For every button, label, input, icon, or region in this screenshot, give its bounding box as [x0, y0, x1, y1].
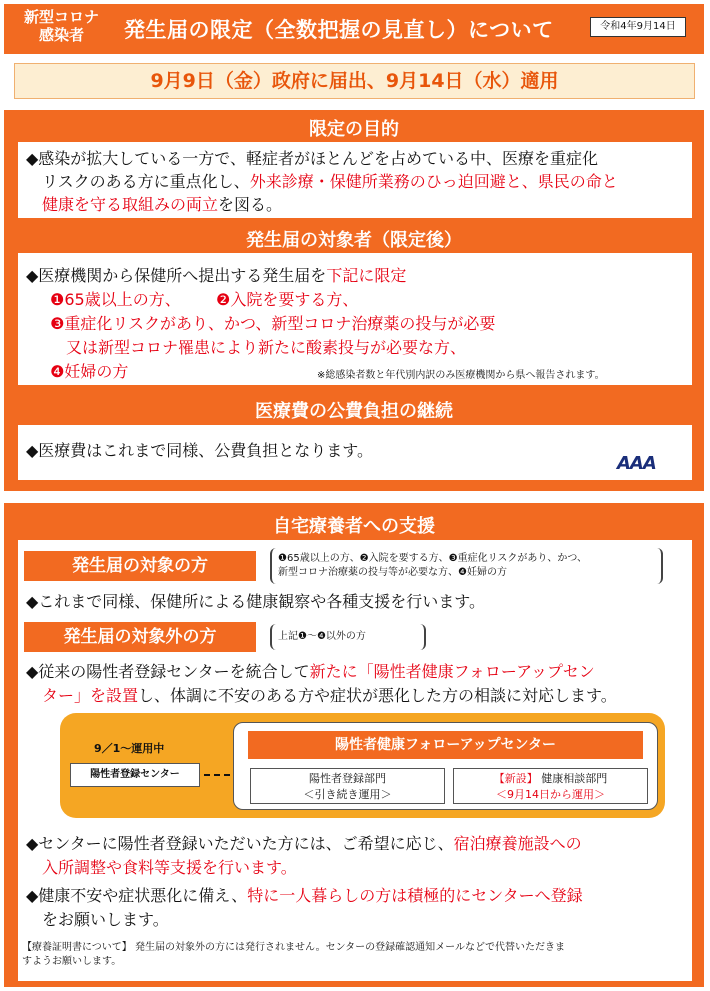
purpose-line2-red: 外来診療・保健所業務のひっ迫回避と、県民の命と: [249, 172, 618, 191]
targets-heading: 発生届の対象者（限定後）: [246, 230, 462, 251]
para1-plain1: ◆従来の陽性者登録センターを統合して: [26, 662, 310, 681]
target-item-3b: 又は新型コロナ罹患により新たに酸素投与が必要な方、: [66, 338, 467, 357]
nontarget-subheading: 発生届の対象外の方: [24, 622, 256, 652]
header-tag: [14, 8, 109, 44]
purpose-line2: [42, 170, 618, 193]
target-support-text: ◆これまで同様、保健所による健康観察や各種支援を行います。: [26, 592, 486, 611]
para1-red1: 新たに「陽性者健康フォローアップセン: [309, 662, 595, 681]
date-banner: 9月9日（金）政府に届出、9月14日（水）適用: [14, 63, 695, 99]
purpose-line3-plain: を図る。: [218, 195, 283, 214]
para1-plain2: し、体調に不安のある方や症状が悪化した方の相談に対応します。: [138, 686, 617, 705]
target-subheading: 発生届の対象の方: [24, 551, 256, 581]
para2-line2: 入所調整や食料等支援を行います。: [42, 858, 297, 877]
para2-line1: [26, 832, 582, 855]
consultation-dept-sub: ＜9月14日から運用＞: [496, 788, 605, 801]
header-tag-line1: 新型コロナ: [23, 8, 99, 26]
registration-dept-box: [250, 768, 445, 804]
para3-red: 特に一人暮らしの方は積極的にセンターへ登録: [247, 886, 583, 905]
in-operation-label: 9／1～運用中: [94, 742, 165, 755]
new-tag: 【新設】: [493, 772, 538, 785]
target-bracket-line1: ❶65歳以上の方、❷入院を要する方、❸重症化リスクがあり、かつ、: [278, 553, 588, 564]
consultation-dept-label: 健康相談部門: [541, 772, 608, 785]
support-heading: 自宅療養者への支援: [273, 516, 435, 537]
purpose-line1: ◆感染が拡大している一方で、軽症者がほとんどを占めている中、医療を重症化: [26, 149, 598, 168]
para3-plain: ◆健康不安や症状悪化に備え、: [26, 886, 248, 905]
consultation-dept-box: [453, 768, 648, 804]
target-item-3: ❸重症化リスクがあり、かつ、新型コロナ治療薬の投与が必要: [50, 314, 496, 333]
aaa-logo: AAA: [617, 453, 656, 474]
certificate-note: [22, 941, 692, 969]
para3-line1: [26, 884, 583, 907]
certificate-note-line2: すようお願いします。: [22, 956, 122, 967]
targets-note: ※総感染者数と年代別内訳のみ医療機関から県へ報告されます。: [317, 370, 605, 381]
medical-text: ◆医療費はこれまで同様、公費負担となります。: [26, 441, 374, 460]
para3-line2: をお願いします。: [42, 910, 169, 929]
purpose-heading: 限定の目的: [309, 119, 399, 140]
nontarget-bracket: 上記❶～❹以外の方: [270, 624, 426, 650]
target-item-4: ❹妊婦の方: [50, 362, 129, 381]
para1-red2: ター」を設置: [42, 686, 139, 705]
certificate-note-line1: 【療養証明書について】 発生届の対象外の方には発行されません。センターの登録確認通知メールなどで代替いただきま: [22, 942, 565, 953]
old-center-box: 陽性者登録センター: [70, 763, 200, 787]
target-bracket-line2: 新型コロナ治療薬の投与等が必要な方、❹妊婦の方: [278, 567, 507, 578]
target-item-1: ❶65歳以上の方、: [50, 290, 181, 309]
medical-heading: 医療費の公費負担の継続: [255, 401, 453, 422]
para2-red1: 宿泊療養施設への: [453, 834, 582, 853]
consultation-dept-line: [454, 771, 647, 787]
para1-line2: [42, 684, 617, 707]
purpose-line3: [42, 193, 282, 216]
targets-line1-plain: ◆医療機関から保健所へ提出する発生届を: [26, 266, 327, 285]
page-title: 発生届の限定（全数把握の見直し）について: [124, 18, 554, 42]
registration-dept-sub: ＜引き続き運用＞: [303, 788, 392, 801]
target-bracket: [270, 548, 663, 584]
purpose-line2-plain: リスクのある方に重点化し、: [42, 172, 250, 191]
para2-plain: ◆センターに陽性者登録いただいた方には、ご希望に応じ、: [26, 834, 454, 853]
purpose-line3-red: 健康を守る取組みの両立: [42, 195, 219, 214]
target-item-2: ❷入院を要する方、: [216, 290, 359, 309]
targets-line1-red: 下記に限定: [326, 266, 407, 285]
para1-line1: [26, 660, 595, 683]
registration-dept-label: 陽性者登録部門: [309, 772, 386, 785]
header-tag-line2: 感染者: [38, 26, 84, 44]
date-badge: 令和4年9月14日: [590, 17, 686, 37]
targets-line1: [26, 264, 406, 287]
new-center-title: 陽性者健康フォローアップセンター: [248, 731, 643, 759]
